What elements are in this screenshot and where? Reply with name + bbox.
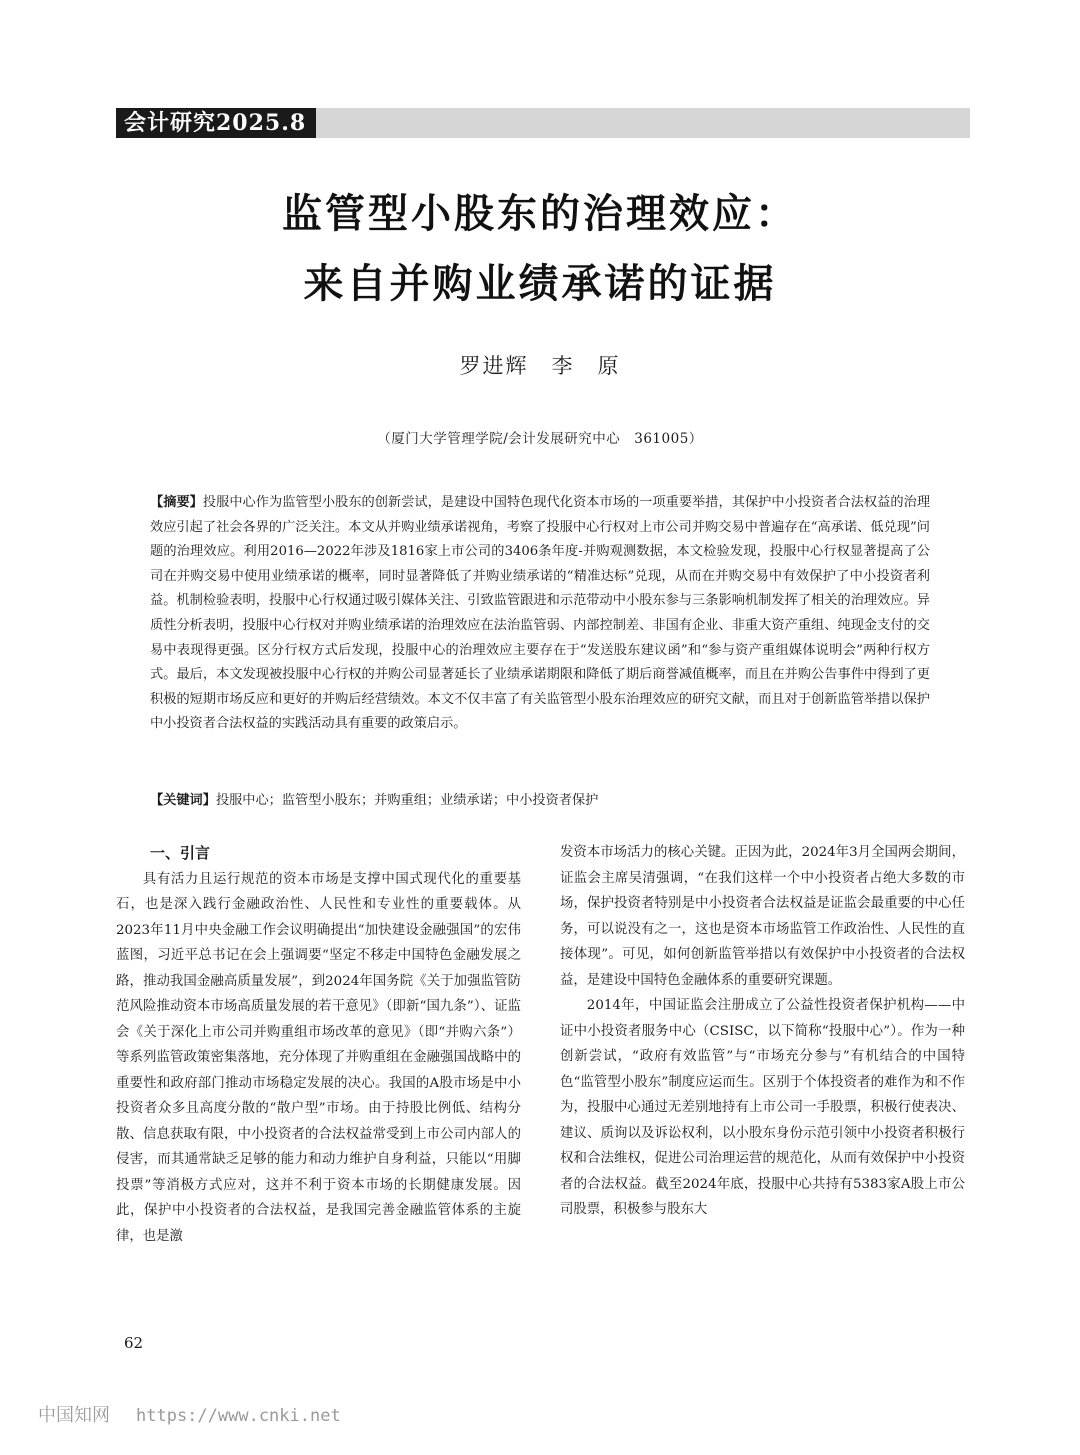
- abstract: [150, 491, 930, 737]
- section-heading: 一、引言: [150, 844, 211, 862]
- body-column-left: [116, 841, 521, 1249]
- watermark: [38, 1401, 341, 1427]
- keywords: [150, 789, 930, 814]
- watermark-url: https://www.cnki.net: [136, 1406, 341, 1426]
- paragraph: 具有活力且运行规范的资本市场是支撑中国式现代化的重要基石，也是深入践行金融政治性、人民性和专业性的重要载体。从2023年11月中央金融工作会议明确提出“加快建设金融强国”的宏伟蓝图，习近平总书记在会上强调要“坚定不移走中国特色金融发展之路，推动我国金融高质量发展”，到2024年国务院《关于加强监管防范风险推动资本市场高质量发展的若干意见》（即新“国九条”）、证监会《关于深化上市公司并购重组市场改革的意见》（即“并购六条”）等系列监管政策密集落地，充分体现了并购重组在金融强国战略中的重要性和政府部门推动市场稳定发展的决心。我国的A股市场是中小投资者众多且高度分散的“散户型”市场。由于持股比例低、结构分散、信息获取有限，中小投资者的合法权益常受到上市公司内部人的侵害，而其通常缺乏足够的能力和动力维护自身利益，只能以“用脚投票”等消极方式应对，这并不利于资本市场的长期健康发展。因此，保护中小投资者的合法权益，是我国完善金融监管体系的主旋律，也是激: [116, 871, 521, 1244]
- keywords-text: 投服中心；监管型小股东；并购重组；业绩承诺；中小投资者保护: [215, 793, 599, 808]
- abstract-label: 【摘要】: [150, 495, 203, 510]
- article-title-line1: 监管型小股东的治理效应：: [282, 191, 798, 237]
- keywords-label: 【关键词】: [150, 793, 216, 808]
- affiliation: （厦门大学管理学院/会计发展研究中心 361005）: [377, 431, 703, 447]
- abstract-text: 投服中心作为监管型小股东的创新尝试，是建设中国特色现代化资本市场的一项重要举措，其保护中小投资者合法权益的治理效应引起了社会各界的广泛关注。本文从并购业绩承诺视角，考察了投服中心行权对上市公司并购交易中普遍存在“高承诺、低兑现”问题的治理效应。利用2016—2022年涉及1816家上市公司的3406条年度-并购观测数据，本文检验发现，投服中心行权显著提高了公司在并购交易中使用业绩承诺的概率，同时显著降低了并购业绩承诺的“精准达标”兑现，从而在并购交易中有效保护了中小投资者利益。机制检验表明，投服中心行权通过吸引媒体关注、引致监管跟进和示范带动中小股东参与三条影响机制发挥了相关的治理效应。异质性分析表明，投服中心行权对并购业绩承诺的治理效应在法治监管弱、内部控制差、非国有企业、非重大资产重组、纯现金支付的交易中表现得更强。区分行权方式后发现，投服中心的治理效应主要存在于“发送股东建议函”和“参与资产重组媒体说明会”两种行权方式。最后，本文发现被投服中心行权的并购公司显著延长了业绩承诺期限和降低了期后商誉减值概率，而且在并购公告事件中得到了更积极的短期市场反应和更好的并购后经营绩效。本文不仅丰富了有关监管型小股东治理效应的研究文献，而且对于创新监管举措以保护中小投资者合法权益的实践活动具有重要的政策启示。: [150, 495, 931, 732]
- journal-header-label: 会计研究2025.8: [116, 108, 316, 138]
- authors: 罗进辉 李 原: [459, 354, 621, 378]
- paragraph: 发资本市场活力的核心关键。正因为此，2024年3月全国两会期间，证监会主席吴清强调，“在我们这样一个中小投资者占绝大多数的市场，保护投资者特别是中小投资者合法权益是证监会最重要的中心任务，可以说没有之一，这也是资本市场监管工作政治性、人民性的直接体现”。可见，如何创新监管举措以有效保护中小投资者的合法权益，是建设中国特色金融体系的重要研究课题。: [560, 845, 965, 988]
- paragraph: 2014年，中国证监会注册成立了公益性投资者保护机构——中证中小投资者服务中心（CSISC，以下简称“投服中心”）。作为一种创新尝试，“政府有效监管”与“市场充分参与”有机结合的中国特色“监管型小股东”制度应运而生。区别于个体投资者的难作为和不作为，投服中心通过无差别地持有上市公司一手股票，积极行使表决、建议、质询以及诉讼权利，以小股东身份示范引领中小投资者积极行权和合法维权，促进公司治理运营的规范化，从而有效保护中小投资者的合法权益。截至2024年底，投服中心共持有5383家A股上市公司股票，积极参与股东大: [560, 998, 965, 1217]
- watermark-site: 中国知网: [38, 1405, 110, 1426]
- journal-header-bar: [116, 108, 970, 138]
- page-number: 62: [124, 1334, 144, 1352]
- body-column-right: [560, 840, 965, 1223]
- article-title-line2: 来自并购业绩承诺的证据: [303, 261, 777, 307]
